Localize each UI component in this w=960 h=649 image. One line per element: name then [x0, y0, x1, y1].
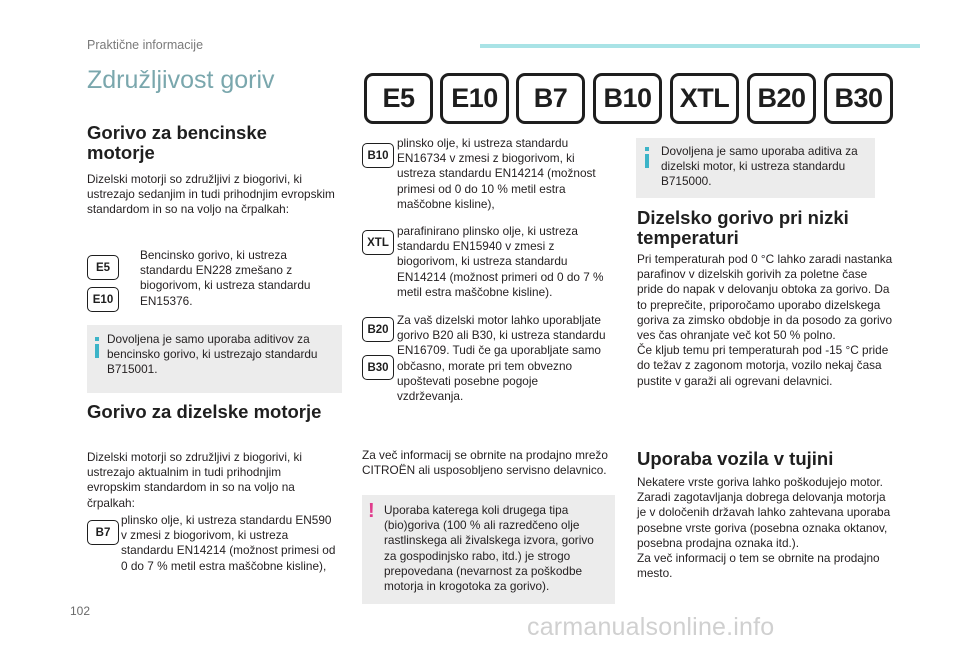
abroad-text: [637, 475, 895, 581]
b20-b30-text: Za vaš dizelski motor lahko uporabljate gorivo B20 ali B30, ki ustreza standardu EN16709. Tudi če ga uporabljate samo občasno, morate pri tem obvezno upoštevati posebne pogoje vzdrževanja.: [397, 313, 606, 404]
abroad-heading: Uporaba vozila v tujini: [637, 448, 834, 469]
fuel-badge-b10: B10: [593, 73, 662, 124]
petrol-heading-line1: Gorivo za bencinske: [87, 122, 267, 143]
petrol-note-text: Dovoljena je samo uporaba aditivov za bencinsko gorivo, ki ustrezajo standardu B715001.: [107, 332, 318, 377]
badge-b20-small: B20: [362, 317, 394, 342]
low-temp-heading-line1: Dizelsko gorivo pri nizki: [637, 207, 849, 228]
petrol-note-box: [87, 325, 342, 393]
low-temp-text: [637, 252, 893, 389]
low-temp-heading: [637, 208, 887, 248]
fuel-badge-b30: B30: [824, 73, 893, 124]
page-number: 102: [70, 604, 91, 618]
badge-e10-small: E10: [87, 287, 119, 312]
fuel-badge-b7: B7: [516, 73, 585, 124]
abroad-p1: Nekatere vrste goriva lahko poškodujejo motor. Zaradi zagotavljanja dobrega delovanja motorja je v določenih državah lahko zahtevana uporaba posebne vrste goriva (posebna oznaka oktanov, posebna prodajna oznaka itd.).: [637, 475, 891, 550]
more-info-text: Za več informacij se obrnite na prodajno mrežo CITROËN ali usposobljeno servisno delavnico.: [362, 448, 608, 478]
page-title: Združljivost goriv: [87, 66, 275, 94]
b10-text: plinsko olje, ki ustreza standardu EN16734 v zmesi z biogorivom, ki ustreza standardu EN14214 (možnost primesi od 0 do 10 % metil estra maščobne kisline),: [397, 136, 596, 211]
warning-icon: !: [368, 500, 375, 522]
badge-b7-small: B7: [87, 520, 119, 545]
header-bar: [480, 44, 920, 48]
additive-note-box: [636, 138, 875, 198]
fuel-badge-b20: B20: [747, 73, 816, 124]
additive-note-text: Dovoljena je samo uporaba aditiva za dizelski motor, ki ustreza standardu B715000.: [661, 144, 858, 189]
petrol-badge-text: Bencinsko gorivo, ki ustreza standardu EN228 zmešano z biogorivom, ki ustreza standardu EN15376.: [140, 248, 311, 308]
fuel-badge-e5: E5: [364, 73, 433, 124]
petrol-intro: Dizelski motorji so združljivi z biogorivi, ki ustrezajo sedanjim in tudi prihodnjim evropskim standardom in so na voljo na črpalkah:: [87, 172, 335, 217]
diesel-heading: Gorivo za dizelske motorje: [87, 401, 322, 422]
badge-b10-small: B10: [362, 143, 394, 168]
badge-e5-small: E5: [87, 255, 119, 280]
warning-box: [362, 495, 615, 604]
abroad-p2: Za več informacij o tem se obrnite na prodajno mesto.: [637, 551, 880, 581]
watermark: carmanualsonline.info: [527, 613, 775, 641]
badge-xtl-small: XTL: [362, 230, 394, 255]
warning-text: Uporaba katerega koli drugega tipa (bio)goriva (100 % ali razredčeno olje rastlinskega ali živalskega izvora, gorivo za gospodinjsko rabo, itd.) je strogo prepovedana (nevarnost za poškodbe motorja in krogotoka za gorivo).: [384, 503, 594, 594]
low-temp-heading-line2: temperaturi: [637, 227, 739, 248]
b7-text: plinsko olje, ki ustreza standardu EN590 v zmesi z biogorivom, ki ustreza standardu EN14214 (možnost primesi od 0 do 7 % metil estra maščobne kisline),: [121, 513, 336, 573]
xtl-text: parafinirano plinsko olje, ki ustreza standardu EN15940 v zmesi z biogorivom, ki ustreza standardu EN14214 (možnost primeri od 0 do 7 % metil estra maščobne kisline).: [397, 224, 604, 299]
fuel-badge-e10: E10: [440, 73, 509, 124]
low-temp-p1: Pri temperaturah pod 0 °C lahko zaradi nastanka parafinov v dizelskih gorivih za poletne čase pride do napak v delovanju obtoka za gorivo. Da to preprečite, priporočamo uporabo dizelskega goriva za zimsko obdobje in da posodo za gorivo ves čas ohranjate več kot 50 % polno.: [637, 252, 893, 343]
low-temp-p2: Če kljub temu pri temperaturah pod -15 °C pride do težav z zagonom motorja, vozilo nekaj časa pustite v garaži ali ogrevani delavnici.: [637, 343, 889, 388]
diesel-intro: Dizelski motorji so združljivi z biogorivi, ki ustrezajo aktualnim in tudi prihodnjim evropskim standardom in so na voljo na črpalkah:: [87, 450, 303, 510]
section-header: Praktične informacije: [87, 38, 204, 52]
badge-b30-small: B30: [362, 355, 394, 380]
petrol-heading-line2: motorje: [87, 142, 155, 163]
fuel-badge-xtl: XTL: [670, 73, 739, 124]
petrol-heading: [87, 123, 327, 163]
